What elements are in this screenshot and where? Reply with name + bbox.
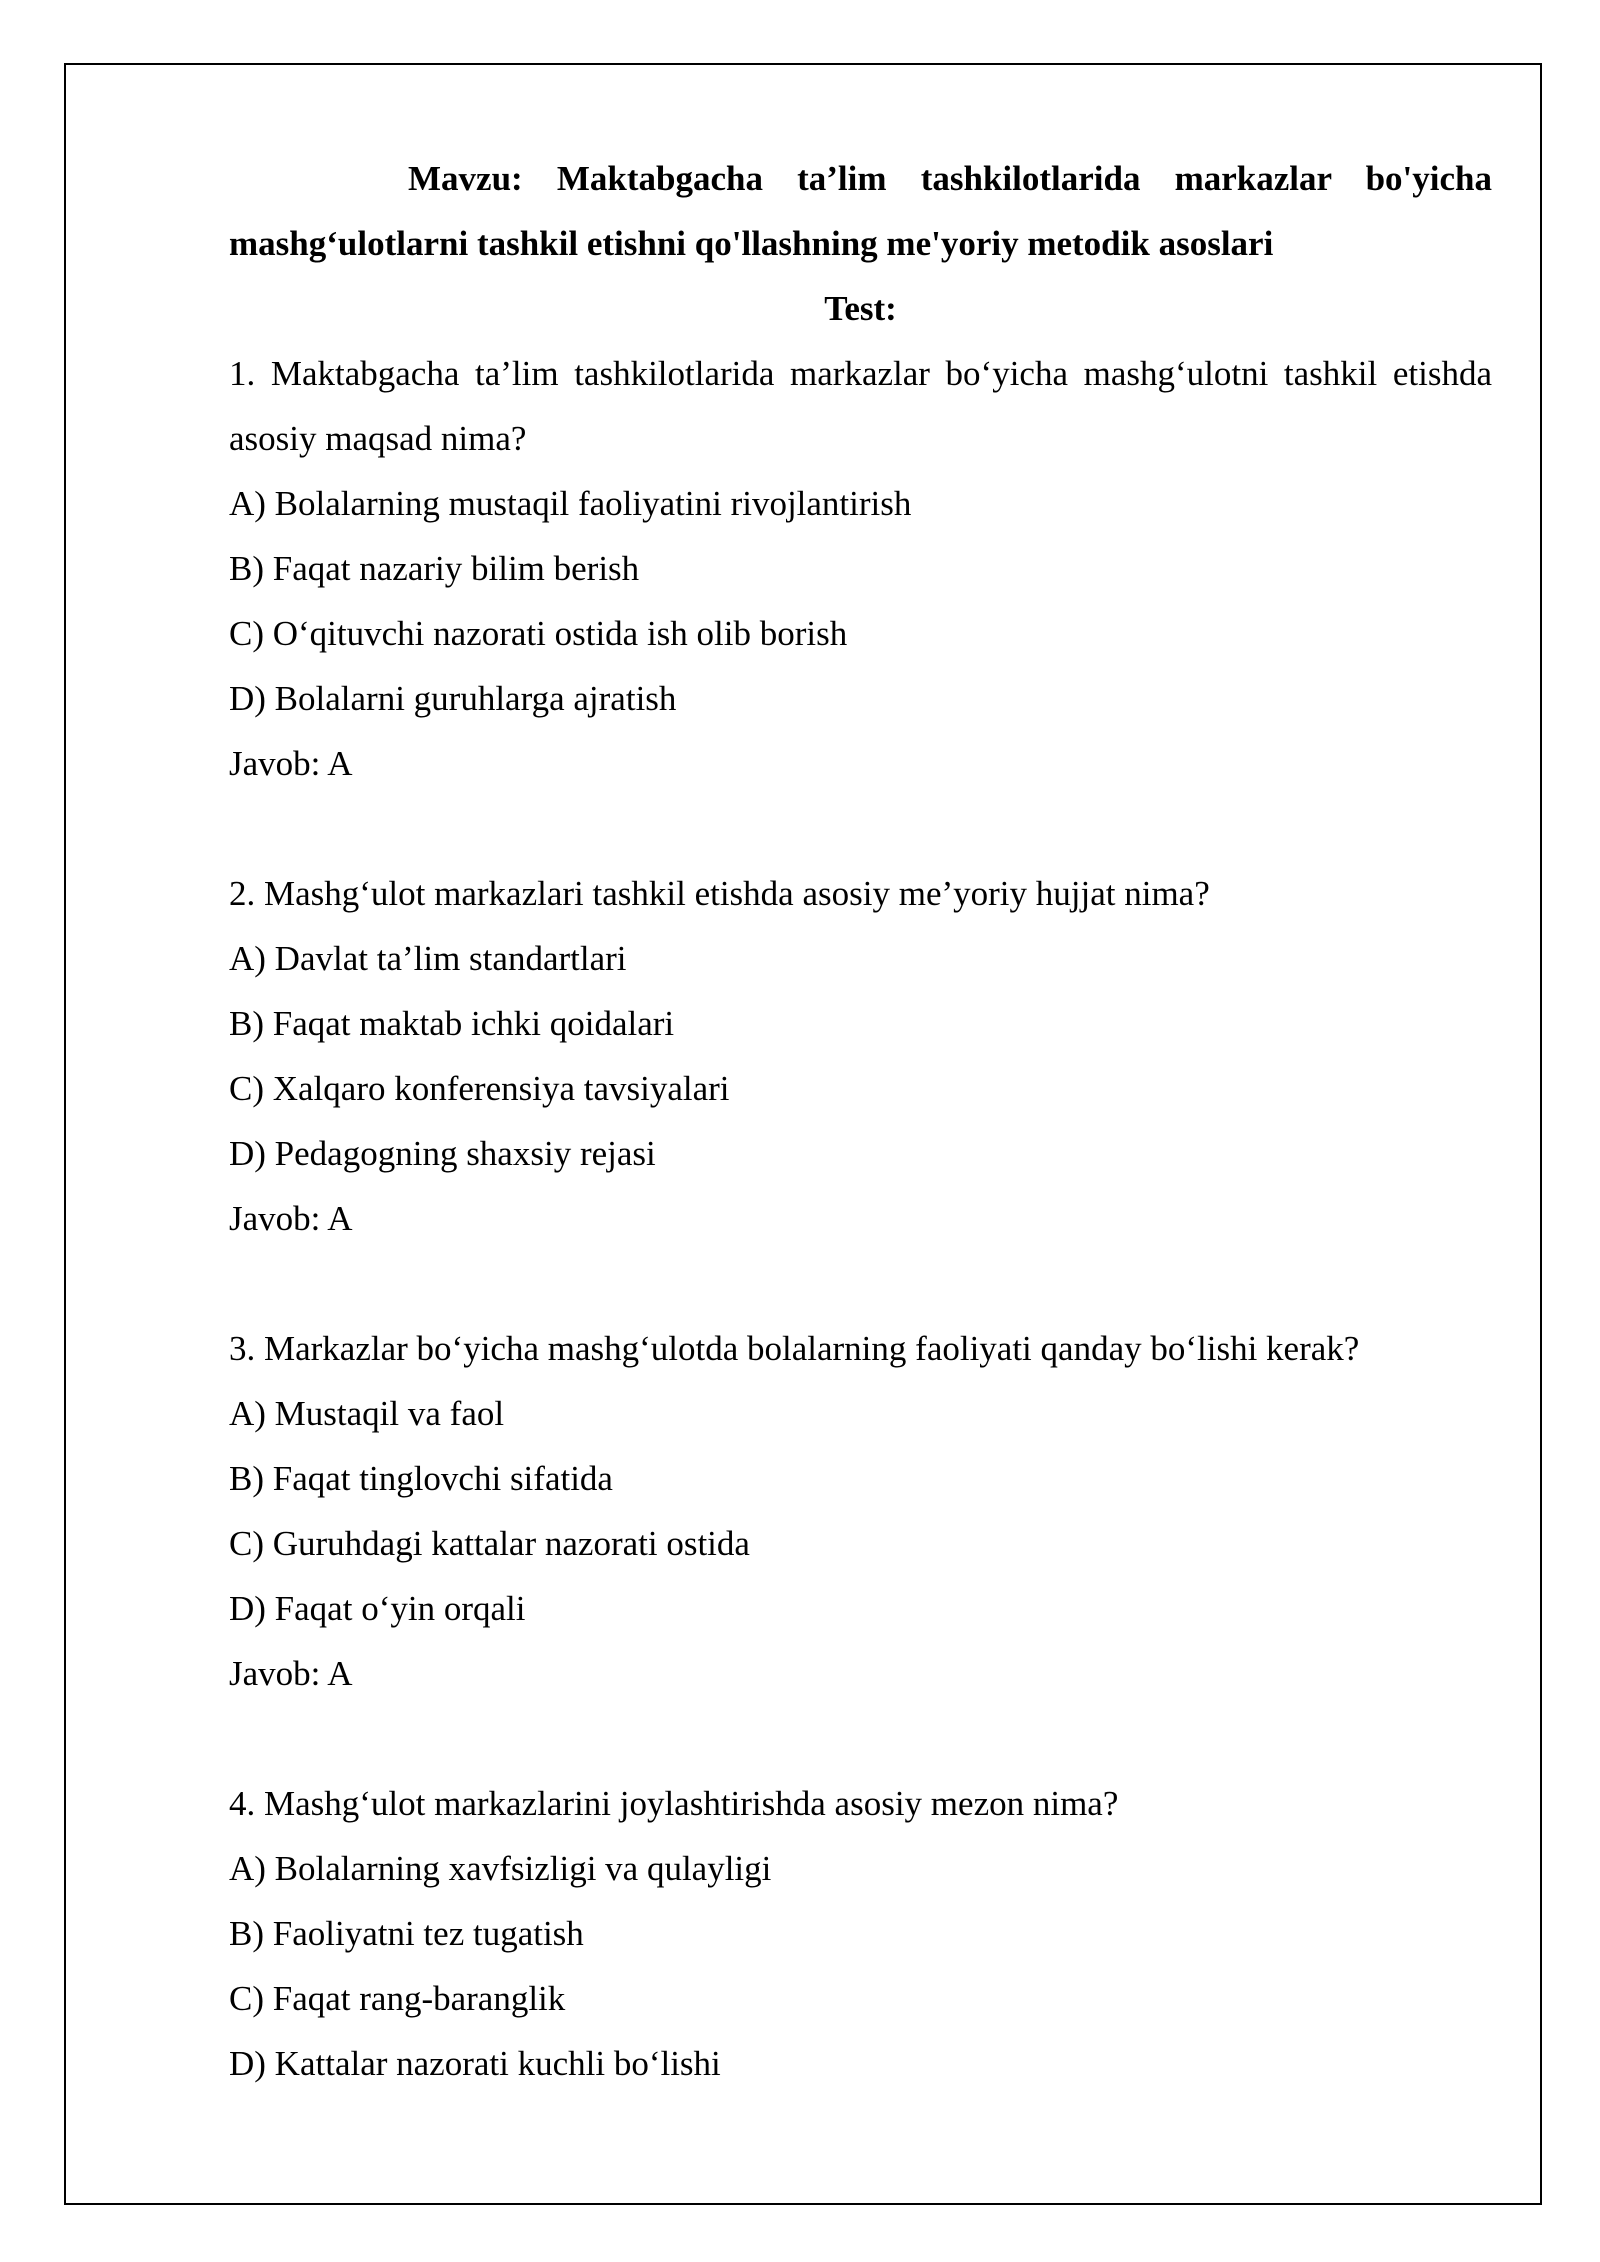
answer-option: A) Mustaqil va faol [229, 1394, 505, 1433]
answer-option: C) O‘qituvchi nazorati ostida ish olib borish [229, 614, 848, 653]
answer-option: D) Bolalarni guruhlarga ajratish [229, 679, 677, 718]
answer-option: D) Pedagogning shaxsiy rejasi [229, 1134, 656, 1173]
test-heading: Test: [824, 289, 897, 328]
question-text: 2. Mashg‘ulot markazlari tashkil etishda asosiy me’yoriy hujjat nima? [229, 874, 1210, 913]
question-list [229, 341, 1492, 2096]
question-block [229, 1316, 1492, 1706]
question-text: 4. Mashg‘ulot markazlarini joylashtirishda asosiy mezon nima? [229, 1784, 1119, 1823]
question-text: 3. Markazlar bo‘yicha mashg‘ulotda bolalarning faoliyati qanday bo‘lishi kerak? [229, 1329, 1360, 1368]
document-title [229, 146, 1492, 276]
answer-option: C) Faqat rang-baranglik [229, 1979, 566, 2018]
document-body [229, 146, 1492, 2096]
answer-option: B) Faqat nazariy bilim berish [229, 549, 640, 588]
answer-option: A) Bolalarning mustaqil faoliyatini rivojlantirish [229, 484, 912, 523]
answer-option: D) Faqat o‘yin orqali [229, 1589, 526, 1628]
answer-option: B) Faqat tinglovchi sifatida [229, 1459, 613, 1498]
answer-option: D) Kattalar nazorati kuchli bo‘lishi [229, 2044, 721, 2083]
answer-option: C) Xalqaro konferensiya tavsiyalari [229, 1069, 730, 1108]
question-text: 1. Maktabgacha ta’lim tashkilotlarida markazlar bo‘yicha mashg‘ulotni tashkil etishda asosiy maqsad nima? [229, 354, 1492, 458]
answer-option: B) Faoliyatni tez tugatish [229, 1914, 584, 1953]
question-block [229, 861, 1492, 1251]
title-line-2: mashg‘ulotlarni tashkil etishni qo'llashning me'yoriy metodik asoslari [229, 224, 1274, 263]
answer-option: A) Bolalarning xavfsizligi va qulayligi [229, 1849, 772, 1888]
answer-key: Javob: A [229, 1654, 353, 1693]
question-block [229, 1771, 1492, 2096]
answer-key: Javob: A [229, 1199, 353, 1238]
answer-option: B) Faqat maktab ichki qoidalari [229, 1004, 675, 1043]
answer-key: Javob: A [229, 744, 353, 783]
title-line-1: Mavzu: Maktabgacha ta’lim tashkilotlarida markazlar bo'yicha [408, 159, 1492, 198]
answer-option: A) Davlat ta’lim standartlari [229, 939, 627, 978]
question-block [229, 341, 1492, 796]
answer-option: C) Guruhdagi kattalar nazorati ostida [229, 1524, 750, 1563]
